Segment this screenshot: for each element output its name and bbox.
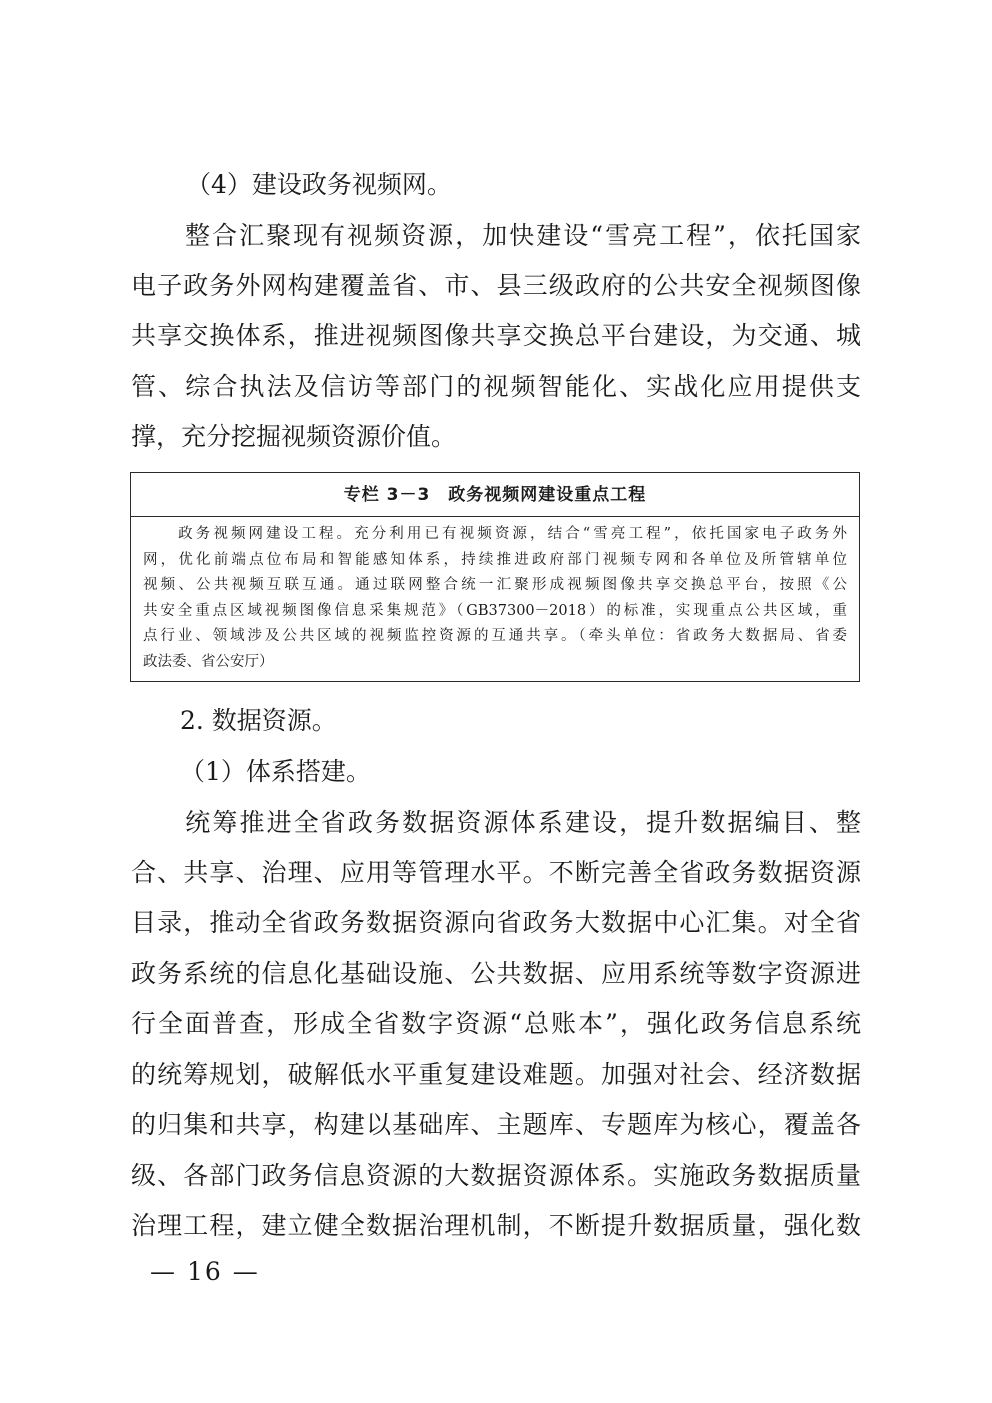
paragraph-line: 政务系统的信息化基础设施、公共数据、应用系统等数字资源进 [131, 959, 861, 988]
paragraph-line: 级、各部门政务信息资源的大数据资源体系。实施政务数据质量 [131, 1161, 861, 1190]
feature-box-line: 政务视频网建设工程。充分利用已有视频资源，结合“雪亮工程”，依托国家电子政务外 [143, 526, 847, 542]
feature-box-line: 共安全重点区域视频图像信息采集规范》（GB37300－2018）的标准，实现重点公共区域，重 [143, 603, 847, 619]
paragraph-line: 共享交换体系，推进视频图像共享交换总平台建设，为交通、城 [131, 321, 861, 350]
heading-data-resources: 2. 数据资源。 [180, 706, 337, 735]
feature-box [130, 472, 860, 682]
paragraph-line: 整合汇聚现有视频资源，加快建设“雪亮工程”，依托国家 [131, 221, 861, 250]
paragraph-line: 的统筹规划，破解低水平重复建设难题。加强对社会、经济数据 [131, 1060, 861, 1089]
paragraph-line: 管、综合执法及信访等部门的视频智能化、实战化应用提供支 [131, 372, 861, 401]
section-heading: （4）建设政务视频网。 [186, 170, 452, 199]
paragraph-line: 的归集和共享，构建以基础库、主题库、专题库为核心，覆盖各 [131, 1110, 861, 1139]
feature-box-line: 视频、公共视频互联互通。通过联网整合统一汇聚形成视频图像共享交换总平台，按照《公 [143, 577, 847, 593]
paragraph-line: 目录，推动全省政务数据资源向省政务大数据中心汇集。对全省 [131, 908, 861, 937]
page-number: — 16 — [150, 1257, 260, 1286]
paragraph-line: 治理工程，建立健全数据治理机制，不断提升数据质量，强化数 [131, 1211, 861, 1240]
heading-system-building: （1）体系搭建。 [180, 757, 371, 786]
paragraph-line: 行全面普查，形成全省数字资源“总账本”，强化政务信息系统 [131, 1009, 861, 1038]
paragraph-line: 电子政务外网构建覆盖省、市、县三级政府的公共安全视频图像 [131, 271, 861, 300]
paragraph-line: 合、共享、治理、应用等管理水平。不断完善全省政务数据资源 [131, 858, 861, 887]
feature-box-line: 网，优化前端点位布局和智能感知体系，持续推进政府部门视频专网和各单位及所管辖单位 [143, 552, 847, 568]
paragraph-line: 统筹推进全省政务数据资源体系建设，提升数据编目、整 [131, 808, 861, 837]
feature-box-title: 专栏 3－3 政务视频网建设重点工程 [131, 473, 859, 517]
feature-box-line: 点行业、领域涉及公共区域的视频监控资源的互通共享。（牵头单位：省政务大数据局、省委 [143, 628, 847, 644]
feature-box-line: 政法委、省公安厅） [143, 654, 274, 670]
paragraph-line: 撑，充分挖掘视频资源价值。 [131, 422, 457, 451]
